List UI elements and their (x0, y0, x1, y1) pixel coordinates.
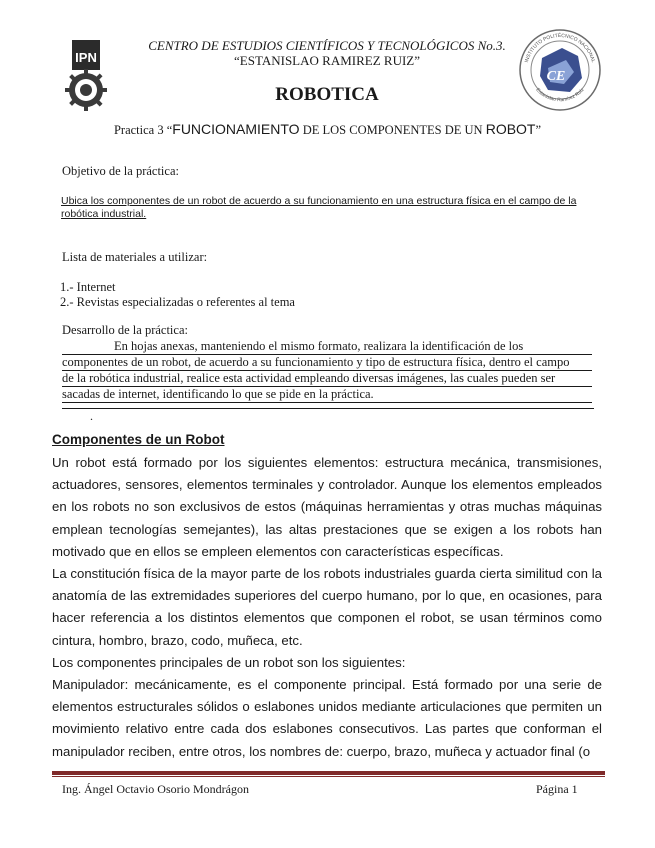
footer-rule-thin (52, 776, 605, 777)
practice-title-b: DE LOS COMPONENTES DE UN (299, 123, 486, 137)
trailing-dot: . (90, 409, 93, 423)
materials-item: 2.- Revistas especializadas o referentes al tema (60, 295, 295, 309)
body-paragraph: Un robot está formado por los siguientes elementos: estructura mecánica, transmisiones, actuadores, sensores, elementos terminales y controlador. Aunque los elementos empleados en los robots no son exclusivos de estos (máquinas herramientas y otras muchas máquinas emplean tecnologías semejantes), las altas prestaciones que se exigen a los robots han motivado que en ellos se empleen elementos con características específicas. (52, 455, 602, 559)
cecyt-logo-ring-text-bottom: Estanislao Ramírez Ruiz (534, 87, 586, 104)
practice-title-c: ROBOT (485, 121, 536, 137)
practice-title-a: FUNCIONAMIENTO (172, 121, 300, 137)
body-paragraph: Los componentes principales de un robot son los siguientes: (52, 655, 406, 670)
practice-suffix: ” (535, 123, 542, 137)
ipn-logo (64, 38, 108, 112)
school-subtitle: “ESTANISLAO RAMIREZ RUIZ” (234, 53, 420, 68)
development-text (62, 339, 592, 403)
materials-item: 1.- Internet (60, 280, 116, 294)
practice-prefix: Practica 3 “ (113, 123, 173, 137)
objective-label: Objetivo de la práctica: (62, 164, 179, 178)
development-label: Desarrollo de la práctica: (62, 323, 188, 337)
practice-title (60, 121, 595, 138)
footer-page-number: Página 1 (536, 782, 578, 796)
ipn-logo-text: IPN (75, 50, 97, 65)
school-name: CENTRO DE ESTUDIOS CIENTÍFICOS Y TECNOLÓGICOS No.3. (148, 38, 506, 53)
cecyt-logo-ring-text: INSTITUTO POLITÉCNICO NACIONAL (523, 32, 597, 64)
subject-title: ROBOTICA (275, 84, 379, 105)
footer-author: Ing. Ángel Octavio Osorio Mondrágon (62, 782, 249, 796)
materials-label: Lista de materiales a utilizar: (62, 250, 208, 264)
footer-rule (52, 771, 605, 775)
development-line: En hojas anexas, manteniendo el mismo formato, realizara la identificación de los (62, 339, 592, 355)
section-heading: Componentes de un Robot (52, 432, 225, 447)
development-line: de la robótica industrial, realice esta actividad empleando diversas imágenes, las cuales pueden ser (62, 371, 592, 387)
body-paragraph: La constitución física de la mayor parte de los robots industriales guarda cierta similitud con la anatomía de las extremidades superiores del cuerpo humano, por lo que, en ocasiones, para hacer referencia a los distintos elementos que componen el robot, se usan términos como cintura, hombro, brazo, codo, muñeca, etc. (52, 566, 602, 648)
development-line: componentes de un robot, de acuerdo a su funcionamiento y tipo de estructura física, dentro el campo (62, 355, 592, 371)
development-line: sacadas de internet, identificando lo que se pide en la práctica. (62, 387, 592, 403)
body-paragraph: Manipulador: mecánicamente, es el componente principal. Está formado por una serie de elementos estructurales sólidos o eslabones unidos mediante articulaciones que permiten un movimiento relativo entre cada dos eslabones consecutivos. Las partes que conforman el manipulador reciben, entre otros, los nombres de: cuerpo, brazo, muñeca y actuador final (o (52, 677, 602, 759)
objective-text: Ubica los componentes de un robot de acuerdo a su funcionamiento en una estructura física en el campo de la robótica industrial. (61, 195, 577, 220)
blank-rule (62, 408, 594, 409)
materials-list (60, 280, 295, 310)
cecyt-logo-text: CE (546, 69, 566, 84)
